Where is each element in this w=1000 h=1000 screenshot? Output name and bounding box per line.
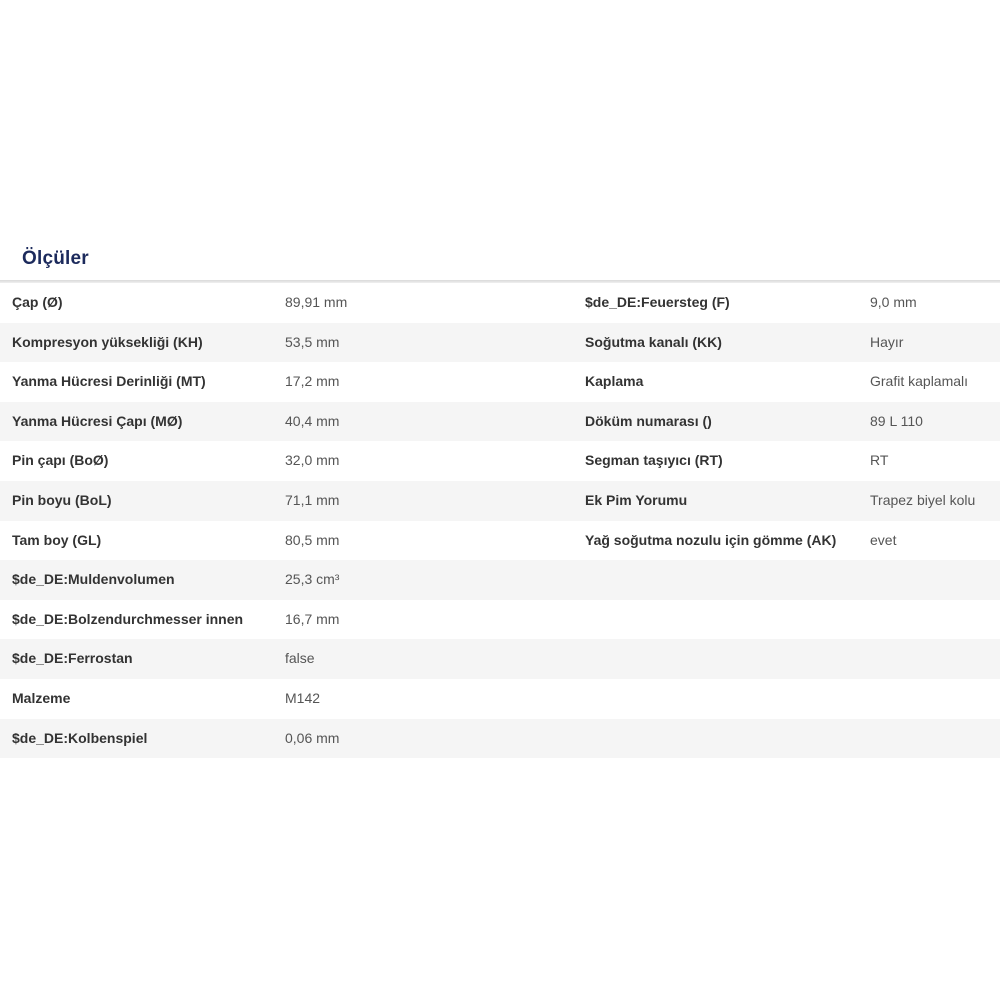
spec-label: Yağ soğutma nozulu için gömme (AK) [585,531,837,548]
spec-value: Grafit kaplamalı [870,373,969,390]
spec-value: 89 L 110 [870,412,923,429]
table-row [0,679,1000,719]
spec-label: Pin boyu (BoL) [12,491,112,508]
spec-value: false [285,650,315,667]
spec-value: 17,2 mm [285,373,340,390]
spec-label: Pin çapı (BoØ) [12,452,109,469]
table-row [0,521,1000,561]
spec-label: Tam boy (GL) [12,531,102,548]
spec-value: M142 [285,689,321,706]
spec-label: Ek Pim Yorumu [585,491,688,508]
spec-label: Döküm numarası () [585,412,712,429]
spec-value: 16,7 mm [285,610,340,627]
table-row [0,600,1000,640]
spec-label: Yanma Hücresi Çapı (MØ) [12,412,183,429]
table-row [0,719,1000,759]
spec-label: $de_DE:Bolzendurchmesser innen [12,610,244,627]
spec-value: Hayır [870,333,904,350]
spec-label: Malzeme [12,689,71,706]
spec-value: 89,91 mm [285,294,348,310]
spec-value: evet [870,531,897,548]
spec-value: 9,0 mm [870,294,917,310]
spec-value: 71,1 mm [285,491,340,508]
table-row [0,481,1000,521]
spec-label: $de_DE:Feuersteg (F) [585,294,730,310]
table-row [0,639,1000,679]
spec-value: 80,5 mm [285,531,340,548]
table-row [0,441,1000,481]
spec-label: $de_DE:Muldenvolumen [12,571,175,588]
specs-table [0,283,1000,758]
spec-value: RT [870,452,889,469]
spec-value: 40,4 mm [285,412,340,429]
section-title: Ölçüler [22,248,89,269]
table-row [0,362,1000,402]
spec-label: Çap (Ø) [12,294,63,310]
spec-value: 0,06 mm [285,729,340,746]
spec-label: Kompresyon yüksekliği (KH) [12,333,203,350]
table-row [0,402,1000,442]
spec-label: Soğutma kanalı (KK) [585,333,722,350]
table-row [0,323,1000,363]
table-row [0,560,1000,600]
table-row [0,283,1000,323]
spec-value: 32,0 mm [285,452,340,469]
spec-value: 25,3 cm³ [285,571,340,588]
spec-label: $de_DE:Kolbenspiel [12,729,148,746]
spec-label: Segman taşıyıcı (RT) [585,452,723,469]
spec-label: Yanma Hücresi Derinliği (MT) [12,373,206,390]
spec-value: 53,5 mm [285,333,340,350]
spec-value: Trapez biyel kolu [870,491,976,508]
spec-label: Kaplama [585,373,644,390]
spec-label: $de_DE:Ferrostan [12,650,133,667]
